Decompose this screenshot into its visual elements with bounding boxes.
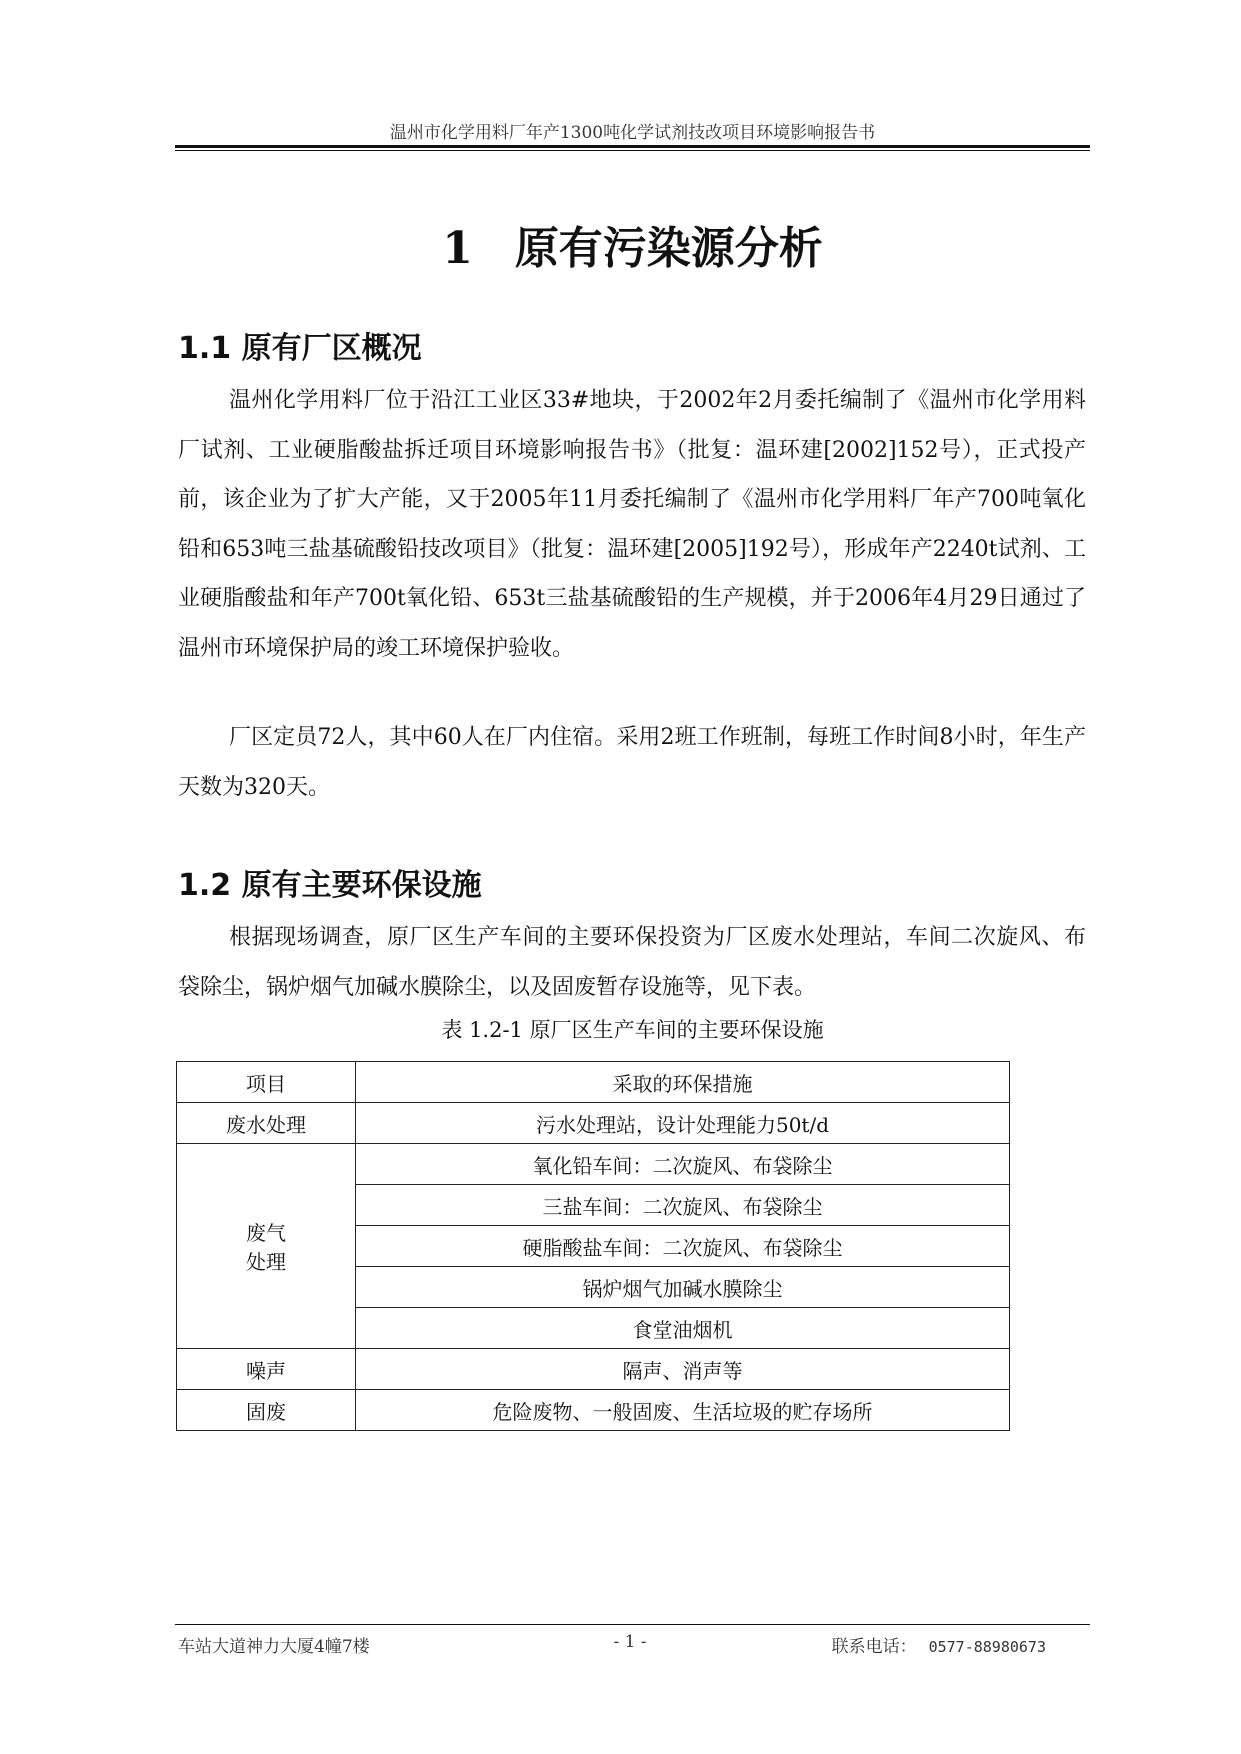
footer-contact [832, 1632, 1046, 1657]
paragraph-facilities-intro: 根据现场调查，原厂区生产车间的主要环保投资为厂区废水处理站，车间二次旋风、布袋除尘，锅炉烟气加碱水膜除尘，以及固废暂存设施等，见下表。 [178, 925, 1086, 1000]
header-rule [175, 145, 1090, 148]
measure-cell: 危险废物、一般固废、生活垃圾的贮存场所 [356, 1390, 1010, 1431]
section-title-1-1: 1.1 原有厂区概况 [178, 331, 422, 366]
table-header-row [177, 1062, 1010, 1103]
category-cell: 固废 [177, 1390, 356, 1431]
measure-cell: 三盐车间：二次旋风、布袋除尘 [356, 1185, 1010, 1226]
category-text: 处理 [246, 1250, 286, 1274]
section-title-1-2: 1.2 原有主要环保设施 [178, 868, 482, 903]
chapter-number: 1 [442, 223, 473, 274]
chapter-title [175, 212, 1090, 276]
header-cell-item: 项目 [177, 1062, 356, 1103]
header-cell-measure: 采取的环保措施 [356, 1062, 1010, 1103]
chapter-title-text: 原有污染源分析 [514, 223, 823, 274]
measure-cell: 锅炉烟气加碱水膜除尘 [356, 1267, 1010, 1308]
table-row [177, 1349, 1010, 1390]
header-rule-thin [175, 150, 1090, 151]
footer-rule [175, 1624, 1090, 1625]
contact-phone: 0577-88980673 [928, 1638, 1046, 1656]
table-caption: 表 1.2-1 原厂区生产车间的主要环保设施 [441, 1018, 824, 1042]
measure-cell: 隔声、消声等 [356, 1349, 1010, 1390]
contact-label: 联系电话： [831, 1637, 917, 1657]
page-number: - 1 - [613, 1632, 647, 1652]
measure-cell: 食堂油烟机 [356, 1308, 1010, 1349]
category-cell: 噪声 [177, 1349, 356, 1390]
measure-cell: 氧化铅车间：二次旋风、布袋除尘 [356, 1144, 1010, 1185]
running-header: 温州市化学用料厂年产1300吨化学试剂技改项目环境影响报告书 [389, 123, 876, 143]
category-text: 废气 [246, 1221, 286, 1245]
paragraph-overview: 温州化学用料厂位于沿江工业区33#地块，于2002年2月委托编制了《温州市化学用料厂试剂、工业硬脂酸盐拆迁项目环境影响报告书》（批复：温环建[2002]152号），正式投产前，该企业为了扩大产能，又于2005年11月委托编制了《温州市化学用料厂年产700吨氧化铅和653吨三盐基硫酸铅技改项目》（批复：温环建[2005]192号），形成年产2240t试剂、工业硬脂酸盐和年产700t氧化铅、653t三盐基硫酸铅的生产规模，并于2006年4月29日通过了温州市环境保护局的竣工环境保护验收。 [178, 388, 1086, 661]
measure-cell: 硬脂酸盐车间：二次旋风、布袋除尘 [356, 1226, 1010, 1267]
measure-cell: 污水处理站，设计处理能力50t/d [356, 1103, 1010, 1144]
category-cell: 废水处理 [177, 1103, 356, 1144]
table-row [177, 1103, 1010, 1144]
footer-address: 车站大道神力大厦4幢7楼 [178, 1637, 370, 1657]
table-row [177, 1390, 1010, 1431]
table-row [177, 1144, 1010, 1185]
category-cell-exhaust [177, 1144, 356, 1349]
paragraph-staffing: 厂区定员72人，其中60人在厂内住宿。采用2班工作班制，每班工作时间8小时，年生产天数为320天。 [178, 725, 1086, 800]
facilities-table [176, 1061, 1010, 1431]
